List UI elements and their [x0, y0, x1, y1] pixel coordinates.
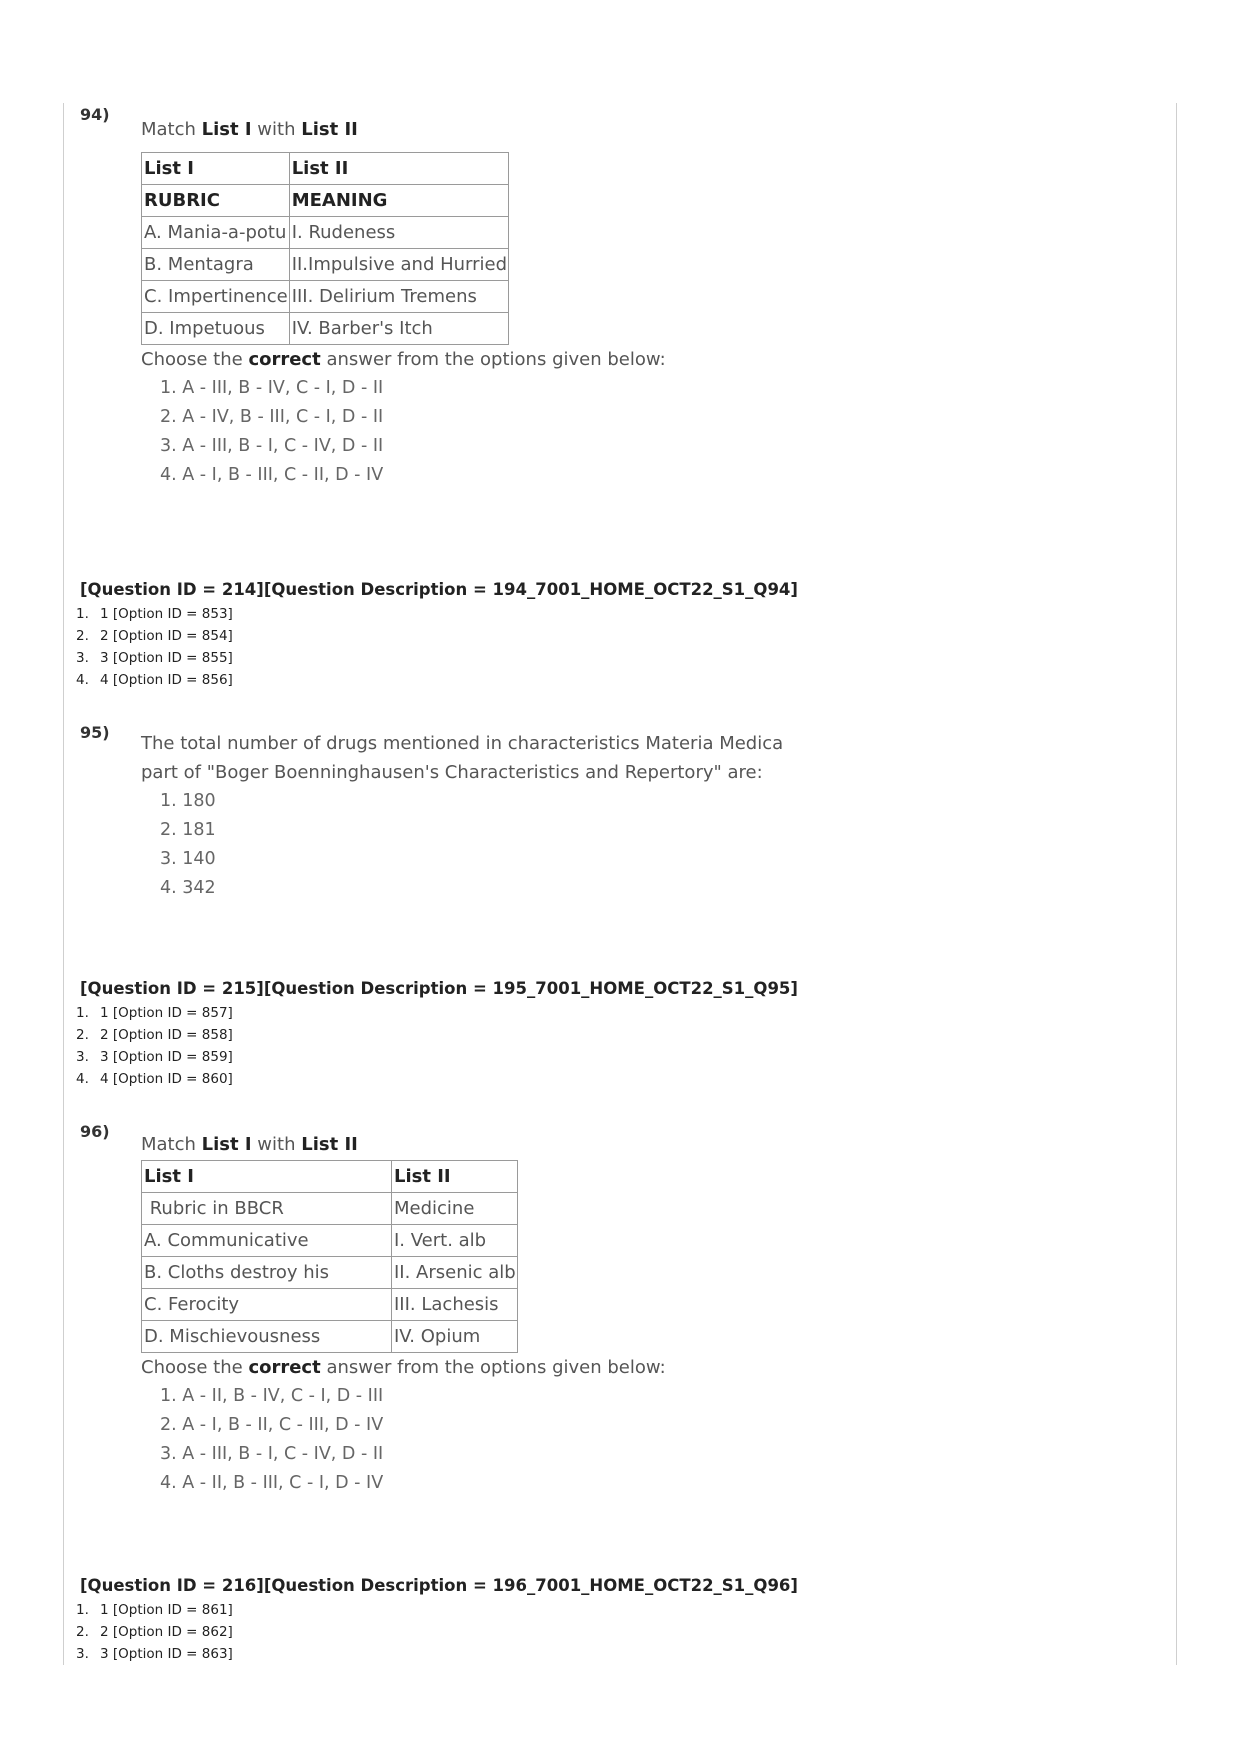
answer-choice: 4. A - II, B - III, C - I, D - IV [160, 1473, 384, 1493]
match-table [141, 1160, 518, 1353]
answer-choices [141, 374, 666, 490]
table-cell: B. Mentagra [142, 249, 290, 281]
option-number: 4. [76, 672, 89, 688]
table-subheader-cell: Rubric in BBCR [142, 1193, 392, 1225]
table-cell: IV. Opium [392, 1321, 518, 1353]
option-text: 4 [Option ID = 856] [100, 672, 233, 688]
option-id-list [76, 1599, 798, 1665]
question-body [141, 115, 666, 490]
question-id-line: [Question ID = 215][Question Description = 195_7001_HOME_OCT22_S1_Q95] [80, 979, 798, 998]
table-cell: D. Impetuous [142, 313, 290, 345]
table-header-cell: List I [142, 1161, 392, 1193]
stem-text: with [251, 119, 302, 140]
option-id-item [76, 1068, 798, 1090]
option-number: 2. [76, 1027, 89, 1043]
table-row [142, 1321, 518, 1353]
option-number: 1. [76, 1602, 89, 1618]
table-cell: B. Cloths destroy his [142, 1257, 392, 1289]
table-cell: C. Ferocity [142, 1289, 392, 1321]
answer-choice: 2. A - I, B - II, C - III, D - IV [160, 1415, 384, 1435]
option-text: 3 [Option ID = 859] [100, 1049, 233, 1065]
answer-choices [141, 787, 783, 903]
table-header-row [142, 153, 509, 185]
table-row [142, 313, 509, 345]
table-cell: II. Arsenic alb [392, 1257, 518, 1289]
table-subheader-cell: RUBRIC [142, 185, 290, 217]
option-id-item [76, 1002, 798, 1024]
option-number: 4. [76, 1071, 89, 1087]
option-text: 2 [Option ID = 854] [100, 628, 233, 644]
table-row [142, 1289, 518, 1321]
table-cell: I. Rudeness [289, 217, 508, 249]
option-id-item [76, 1024, 798, 1046]
table-header-row [142, 1161, 518, 1193]
left-margin-rule [63, 103, 64, 1665]
table-header-cell: List II [392, 1161, 518, 1193]
option-number: 2. [76, 1624, 89, 1640]
answer-instruction [141, 1353, 666, 1382]
stem-text: Match [141, 1134, 202, 1155]
answer-choice: 3. A - III, B - I, C - IV, D - II [160, 436, 384, 456]
option-number: 1. [76, 606, 89, 622]
question-stem [141, 1130, 666, 1159]
table-cell: A. Mania-a-potu [142, 217, 290, 249]
table-cell: IV. Barber's Itch [289, 313, 508, 345]
table-row [142, 1225, 518, 1257]
table-header-cell: List I [142, 153, 290, 185]
question-id-line: [Question ID = 214][Question Description = 194_7001_HOME_OCT22_S1_Q94] [80, 580, 798, 599]
option-id-list [76, 603, 798, 691]
option-text: 2 [Option ID = 862] [100, 1624, 233, 1640]
instruction-text: answer from the options given below: [320, 349, 666, 370]
table-cell: A. Communicative [142, 1225, 392, 1257]
option-id-item [76, 1599, 798, 1621]
answer-choice: 3. 140 [160, 849, 216, 869]
answer-instruction [141, 345, 666, 374]
answer-choices [141, 1382, 666, 1498]
right-margin-rule [1176, 103, 1177, 1665]
match-table [141, 152, 509, 345]
answer-choice: 2. 181 [160, 820, 216, 840]
table-row [142, 281, 509, 313]
answer-choice: 4. A - I, B - III, C - II, D - IV [160, 465, 384, 485]
option-id-item [76, 647, 798, 669]
stem-bold: List I [201, 1134, 252, 1155]
table-subheader-cell: Medicine [392, 1193, 518, 1225]
stem-text: with [251, 1134, 302, 1155]
option-text: 3 [Option ID = 863] [100, 1646, 233, 1662]
option-number: 3. [76, 1049, 89, 1065]
stem-bold: List I [201, 119, 252, 140]
table-subheader-cell: MEANING [289, 185, 508, 217]
question-id-line: [Question ID = 216][Question Description = 196_7001_HOME_OCT22_S1_Q96] [80, 1576, 798, 1595]
answer-choice: 1. A - III, B - IV, C - I, D - II [160, 378, 384, 398]
table-cell: III. Delirium Tremens [289, 281, 508, 313]
question-number: 94) [80, 105, 110, 124]
table-cell: II.Impulsive and Hurried [289, 249, 508, 281]
answer-choice: 3. A - III, B - I, C - IV, D - II [160, 1444, 384, 1464]
question-body [141, 729, 783, 903]
option-id-item [76, 1046, 798, 1068]
stem-bold: List II [301, 119, 358, 140]
table-cell: I. Vert. alb [392, 1225, 518, 1257]
instruction-bold: correct [248, 1357, 321, 1378]
answer-choice: 1. 180 [160, 791, 216, 811]
table-header-cell: List II [289, 153, 508, 185]
answer-choice: 1. A - II, B - IV, C - I, D - III [160, 1386, 384, 1406]
option-id-list [76, 1002, 798, 1090]
option-id-item [76, 1621, 798, 1643]
table-cell: C. Impertinence [142, 281, 290, 313]
option-number: 1. [76, 1005, 89, 1021]
question-body [141, 1130, 666, 1498]
option-id-item [76, 1643, 798, 1665]
table-row [142, 1257, 518, 1289]
question-meta [76, 979, 798, 1090]
table-row [142, 217, 509, 249]
question-stem-line: part of "Boger Boenninghausen's Characteristics and Repertory" are: [141, 762, 763, 783]
table-cell: D. Mischievousness [142, 1321, 392, 1353]
question-number: 95) [80, 723, 110, 742]
option-id-item [76, 669, 798, 691]
instruction-bold: correct [248, 349, 321, 370]
answer-choice: 2. A - IV, B - III, C - I, D - II [160, 407, 384, 427]
stem-bold: List II [301, 1134, 358, 1155]
option-id-item [76, 625, 798, 647]
answer-choice: 4. 342 [160, 878, 216, 898]
instruction-text: Choose the [141, 1357, 249, 1378]
instruction-text: Choose the [141, 349, 249, 370]
table-subheader-row [142, 185, 509, 217]
option-text: 2 [Option ID = 858] [100, 1027, 233, 1043]
option-text: 4 [Option ID = 860] [100, 1071, 233, 1087]
question-stem-line: The total number of drugs mentioned in characteristics Materia Medica [141, 733, 784, 754]
table-subheader-row [142, 1193, 518, 1225]
question-stem [141, 115, 666, 144]
table-cell: III. Lachesis [392, 1289, 518, 1321]
question-number: 96) [80, 1122, 110, 1141]
option-text: 1 [Option ID = 857] [100, 1005, 233, 1021]
option-text: 1 [Option ID = 861] [100, 1602, 233, 1618]
option-number: 2. [76, 628, 89, 644]
question-meta [76, 1576, 798, 1665]
option-text: 1 [Option ID = 853] [100, 606, 233, 622]
option-id-item [76, 603, 798, 625]
option-number: 3. [76, 650, 89, 666]
instruction-text: answer from the options given below: [320, 1357, 666, 1378]
stem-text: Match [141, 119, 202, 140]
question-meta [76, 580, 798, 691]
table-row [142, 249, 509, 281]
option-text: 3 [Option ID = 855] [100, 650, 233, 666]
option-number: 3. [76, 1646, 89, 1662]
